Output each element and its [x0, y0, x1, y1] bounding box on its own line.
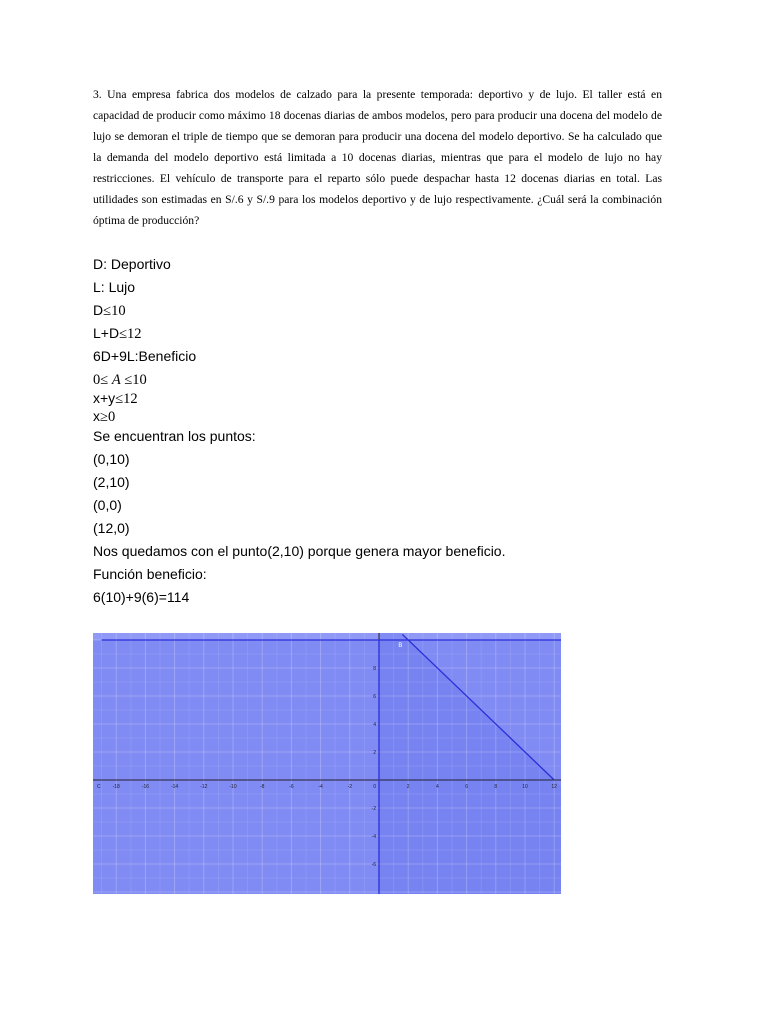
- constraint-transport: [93, 322, 693, 345]
- c4-operator: ≤: [115, 391, 124, 407]
- constraint-nonneg: [93, 407, 693, 425]
- c3-variable: A: [111, 372, 121, 388]
- function-calculation: 6(10)+9(6)=114: [93, 589, 190, 605]
- x-tick-label: -8: [259, 784, 265, 790]
- x-tick-label: 6: [465, 784, 468, 790]
- c1-operator: ≤: [103, 303, 112, 319]
- y-tick-label: 8: [373, 666, 376, 672]
- point-item: (12,0): [93, 520, 130, 536]
- c4-rhs: 12: [123, 391, 138, 407]
- point-label: B: [398, 643, 403, 649]
- objective-function: 6D+9L:Beneficio: [93, 348, 197, 364]
- c5-operator: ≥: [100, 409, 108, 425]
- x-tick-label: -6: [289, 784, 294, 790]
- point-item: (0,0): [93, 497, 122, 513]
- graph-canvas: [93, 633, 561, 894]
- solution-block: [93, 253, 693, 609]
- definition-d: D: Deportivo: [93, 256, 171, 272]
- y-tick-label: 4: [373, 722, 376, 728]
- x-tick-label: 10: [522, 784, 528, 790]
- c5-rhs: 0: [107, 409, 116, 425]
- x-tick-label: -2: [347, 784, 353, 790]
- function-label: Función beneficio:: [93, 566, 207, 582]
- x-tick-label: -18: [112, 784, 120, 790]
- x-tick-label: -10: [229, 784, 237, 790]
- points-intro: Se encuentran los puntos:: [93, 428, 256, 444]
- c1-lhs: D: [93, 302, 104, 318]
- x-tick-label: -12: [200, 784, 208, 790]
- x-tick-label: 8: [494, 784, 498, 790]
- c2-operator: ≤: [119, 326, 128, 342]
- c1-rhs: 10: [111, 303, 126, 319]
- c3-lower: 0: [93, 372, 101, 388]
- c5-lhs: x: [93, 408, 100, 424]
- y-tick-label: -6: [371, 862, 376, 868]
- x-tick-label: -14: [170, 784, 179, 790]
- c3-operator-2: ≤: [124, 372, 133, 388]
- constraint-demand: [93, 299, 693, 322]
- corner-label: C: [97, 784, 101, 790]
- constraint-range: [93, 371, 693, 389]
- problem-statement: 3. Una empresa fabrica dos modelos de calzado para la presente temporada: deportivo y de lujo. El taller está en capacidad de producir como máximo 18 docenas diarias de ambos modelos, pero para producir una docena del modelo de lujo se demoran el triple de tiempo que se demoran para producir una docena del modelo deportivo. Se ha calculado que la demanda del modelo deportivo está limitada a 10 docenas diarias, mientras que para el modelo de lujo no hay restricciones. El vehículo de transporte para el reparto sólo puede despachar hasta 12 docenas diarias en total. Las utilidades son estimadas en S/.6 y S/.9 para los modelos deportivo y de lujo respectivamente. ¿Cuál será la combinación óptima de producción?: [93, 88, 662, 227]
- feasible-region-graph: [93, 633, 561, 894]
- y-tick-label: 2: [373, 750, 376, 756]
- y-tick-label: -2: [371, 806, 376, 812]
- y-tick-label: -4: [371, 834, 376, 840]
- origin-label: 0: [373, 784, 376, 790]
- x-tick-label: -16: [141, 784, 150, 790]
- x-tick-label: 4: [436, 784, 439, 790]
- c3-upper: 10: [132, 372, 147, 388]
- y-tick-label: 6: [373, 694, 376, 700]
- x-tick-label: 12: [551, 784, 557, 790]
- constraint-xy: [93, 389, 693, 407]
- conclusion: Nos quedamos con el punto(2,10) porque genera mayor beneficio.: [93, 543, 506, 559]
- definition-l: L: Lujo: [93, 279, 136, 295]
- x-tick-label: 2: [406, 784, 410, 790]
- c4-lhs: x+y: [93, 390, 116, 406]
- x-tick-label: -4: [318, 784, 323, 790]
- point-item: (2,10): [93, 474, 130, 490]
- c2-rhs: 12: [127, 326, 142, 342]
- c3-operator-1: ≤: [100, 372, 109, 388]
- point-item: (0,10): [93, 451, 130, 467]
- c2-lhs: L+D: [93, 325, 120, 341]
